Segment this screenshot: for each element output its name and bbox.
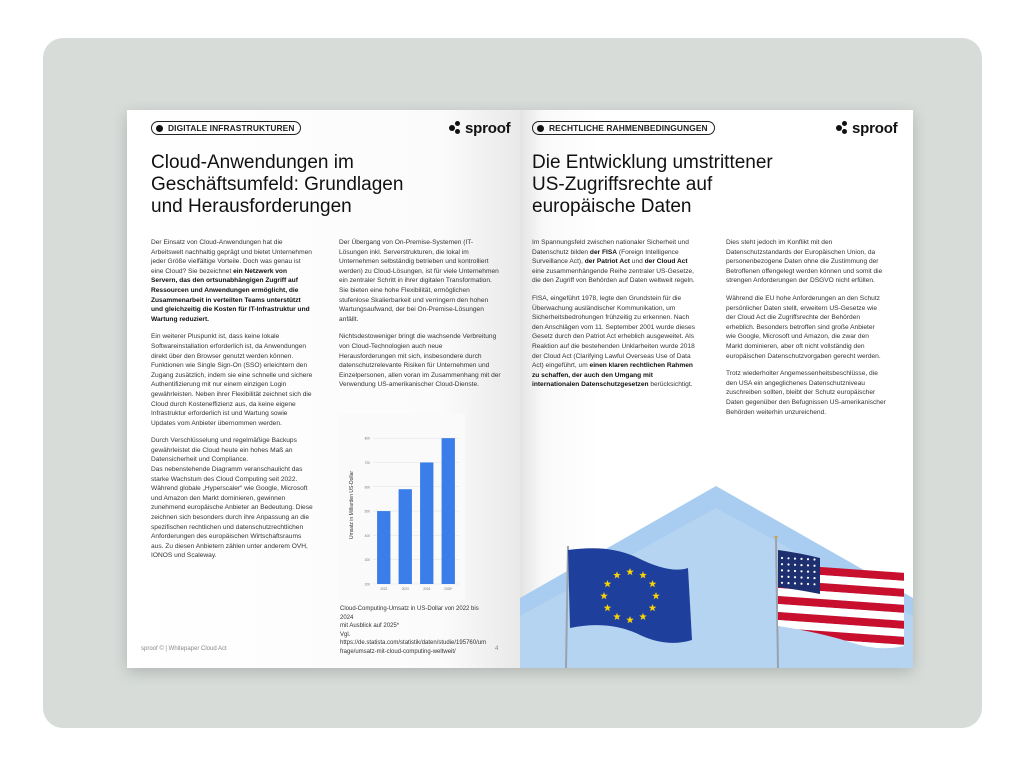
tag-dot-icon [537, 125, 544, 132]
page-footer: sproof © | Whitepaper Cloud Act [141, 646, 227, 652]
page-title [151, 152, 411, 218]
us-star [787, 557, 789, 559]
paragraph: Dies steht jedoch im Konflikt mit den Datenschutzstandards der Europäischen Union, da personenbezogene Daten ohne die Zustimmung der Betroffenen offengelegt werden können und somit die strengen Anforderungen der DSGVO nicht erfüllen. [726, 239, 883, 285]
paragraph: Nichtsdestoweniger bringt die wachsende Verbreitung von Cloud-Technologien auch neue Herausforderungen mit sich, insbesondere durch datenschutzrelevante Risiken für Unternehmen und Einzelpersonen, allen voran im Zusammenhang mit der Verwendung US-amerikanischer Cloud-Dienste. [339, 333, 501, 389]
section-tag-label: RECHTLICHE RAHMENBEDINGUNGEN [549, 123, 708, 133]
us-star [807, 583, 809, 585]
left-page [127, 110, 520, 668]
bar [399, 489, 412, 584]
right-page [520, 110, 913, 668]
us-star [781, 576, 783, 578]
tag-dot-icon [156, 125, 163, 132]
page-title [532, 152, 792, 218]
sproof-logo-icon [449, 121, 462, 135]
us-star [800, 576, 802, 578]
paragraph: Das nebenstehende Diagramm veranschaulicht das starke Wachstum des Cloud Computing seit 2022. Während globale „Hyperscaler“ wie Google, Microsoft und Amazon den Markt dominieren, gewinnen zunehmend europäische Anbieter an Bedeutung. Diese zeichnen sich besonders durch ihre Anpassung an die spezifischen rechtlichen und datenschutzrechtlichen Anforderungen des europäischen Wirtschaftsraums aus. Zu diesen Anbietern zählen unter anderem OVH, IONOS und Scaleway. [151, 466, 313, 560]
x-tick-label: 2023 [401, 587, 409, 591]
flags-image [520, 486, 913, 668]
title-line: Cloud-Anwendungen im [151, 152, 354, 173]
y-tick-label: 200 [364, 582, 370, 587]
x-tick-label: 2024 [423, 587, 431, 591]
text-column-1 [151, 238, 313, 569]
chart-caption [340, 605, 492, 656]
us-star [800, 558, 802, 560]
logo-wordmark: sproof [465, 119, 511, 137]
us-star [813, 565, 815, 567]
caption-line: mit Ausblick auf 2025* [340, 623, 400, 629]
us-star [781, 557, 783, 559]
section-tag-label: DIGITALE INFRASTRUKTUREN [168, 123, 295, 133]
chart-svg [339, 414, 465, 600]
y-tick-label: 300 [364, 558, 370, 563]
title-line: europäische Daten [532, 196, 692, 217]
x-tick-label: 2025* [444, 587, 453, 591]
us-star [813, 577, 815, 579]
us-star [794, 564, 796, 566]
us-star [807, 571, 809, 573]
paragraph: Trotz wiederholter Angemessenheitsbeschlüsse, die den USA ein angeglichenes Datenschutzniveau zuschreiben sollten, bleibt der Schutz europäischer Daten gegenüber den Befugnissen US-amerikanischer Behörden weiterhin unzureichend. [726, 370, 886, 416]
page-number: 4 [495, 646, 499, 652]
us-star [787, 582, 789, 584]
sproof-logo [836, 119, 897, 137]
bar [442, 438, 455, 584]
us-star [781, 563, 783, 565]
text-column-1 [532, 238, 700, 398]
y-axis-label: Umsatz in Milliarden US-Dollar [349, 470, 355, 540]
logo-wordmark: sproof [852, 119, 898, 137]
paragraph: Während die EU hohe Anforderungen an den Schutz persönlicher Daten stellt, erweitern US-Gesetze wie der Cloud Act die Zugriffsrechte der Behörden erheblich. Besonders betroffen sind große Anbieter wie Google, Microsoft und Amazon, die zwar den Markt dominieren, aber oft nicht vollständig den europäischen Datenschutzvorgaben gerecht werden. [726, 294, 881, 360]
y-tick-label: 600 [364, 485, 370, 490]
us-star [800, 570, 802, 572]
y-tick-label: 800 [364, 436, 370, 441]
us-star [813, 571, 815, 573]
us-star [794, 576, 796, 578]
bar [420, 462, 433, 584]
text-column-2 [339, 238, 501, 398]
title-line: und Herausforderungen [151, 196, 352, 217]
x-tick-label: 2022 [380, 587, 388, 591]
caption-line: Vgl. https://de.statista.com/statistik/daten/studie/195760/um [340, 631, 487, 646]
caption-line: Cloud-Computing-Umsatz in US-Dollar von 2022 bis 2024 [340, 606, 479, 621]
bar-chart [339, 414, 465, 600]
text-column-2 [726, 238, 886, 425]
bar [377, 511, 390, 584]
us-star [807, 577, 809, 579]
us-star [794, 570, 796, 572]
sproof-logo [449, 119, 510, 137]
us-star [781, 582, 783, 584]
paragraph: Der Übergang von On-Premise-Systemen (IT-Lösungen inkl. Serverstrukturen, die lokal im Unternehmen selbständig betrieben und kontrolliert werden) zu Cloud-Lösungen, ist für viele Unternehmen ein zentraler Schritt in ihrer digitalen Transformation. Sie bieten eine hohe Flexibilität, ermöglichen stufenlose Skalierbarkeit und verringern den hohen Wartungsaufwand, der bei On-Premise-Lösungen anfällt. [339, 239, 499, 323]
us-star [787, 563, 789, 565]
title-line: Die Entwicklung umstrittener [532, 152, 773, 173]
us-star [781, 569, 783, 571]
magazine-spread [127, 110, 913, 668]
us-star [807, 564, 809, 566]
paragraph: Durch Verschlüsselung und regelmäßige Backups gewährleistet die Cloud heute ein hohes Maß an Datensicherheit und Compliance. [151, 437, 297, 464]
section-tag [151, 121, 301, 135]
us-star [794, 558, 796, 560]
paragraph: FISA, eingeführt 1978, legte den Grundstein für die Überwachung ausländischer Kommunikation, um Sicherheitsbedrohungen frühzeitig zu erkennen. Nach den Anschlägen vom 11. September 2001 wurde dieses Gesetz durch den Patriot Act erheblich ausgeweitet. Als Reaktion auf die bestehenden Unklarheiten wurde 2018 der Cloud Act (Clarifying Lawful Overseas Use of Data Act) eingeführt, um einen klaren rechtlichen Rahmen zu schaffen, der auch den Umgang mit internationalen Datenschutzgesetzen berücksichtigt. [532, 294, 695, 389]
title-line: Geschäftsumfeld: Grundlagen [151, 174, 404, 195]
y-tick-label: 700 [364, 460, 370, 465]
us-star [787, 576, 789, 578]
us-star [800, 583, 802, 585]
us-star [813, 583, 815, 585]
paragraph: Der Einsatz von Cloud-Anwendungen hat die Arbeitswelt nachhaltig geprägt und bietet Unternehmen jeder Größe vielfältige Vorteile. Doch was genau ist eine Cloud? Sie bezeichnet ein Netzwerk von Servern, das den ortsunabhängigen Zugriff auf Ressourcen und Anwendungen ermöglicht, die Zusammenarbeit in verteilten Teams unterstützt und gleichzeitig die Kosten für IT-Infrastruktur und Wartung reduziert. [151, 239, 312, 323]
y-tick-label: 400 [364, 533, 370, 538]
section-tag [532, 121, 715, 135]
paragraph: Im Spannungsfeld zwischen nationaler Sicherheit und Datenschutz bilden der FISA (Foreign Intelligence Surveillance Act), der Patriot Act und der Cloud Act eine zusammenhängende Reihe zentraler US-Gesetze, die den Zugriff von Behörden auf Daten weltweit regeln. [532, 239, 695, 285]
us-star [787, 570, 789, 572]
caption-line: frage/umsatz-mit-cloud-computing-weltweit/ [340, 648, 456, 655]
y-tick-label: 500 [364, 509, 370, 514]
paragraph: Ein weiterer Pluspunkt ist, dass keine lokale Softwareinstallation erforderlich ist, da Anwendungen direkt über den Browser genutzt werden können. Funktionen wie Single Sign-On (SSO) erleichtern den Zugang zusätzlich, indem sie eine schnelle und sichere Authentifizierung mit nur einem einzigen Login gewährleisten. Neben ihrer Flexibilität zeichnet sich die Cloud durch Kosteneffizienz aus, da keine eigene Infrastruktur erforderlich ist und Wartung sowie Updates vom Anbieter übernommen werden. [151, 333, 313, 427]
us-star [807, 558, 809, 560]
sproof-logo-icon [836, 121, 849, 135]
us-star [794, 582, 796, 584]
title-line: US-Zugriffsrechte auf [532, 174, 713, 195]
us-star [813, 558, 815, 560]
us-star [800, 564, 802, 566]
